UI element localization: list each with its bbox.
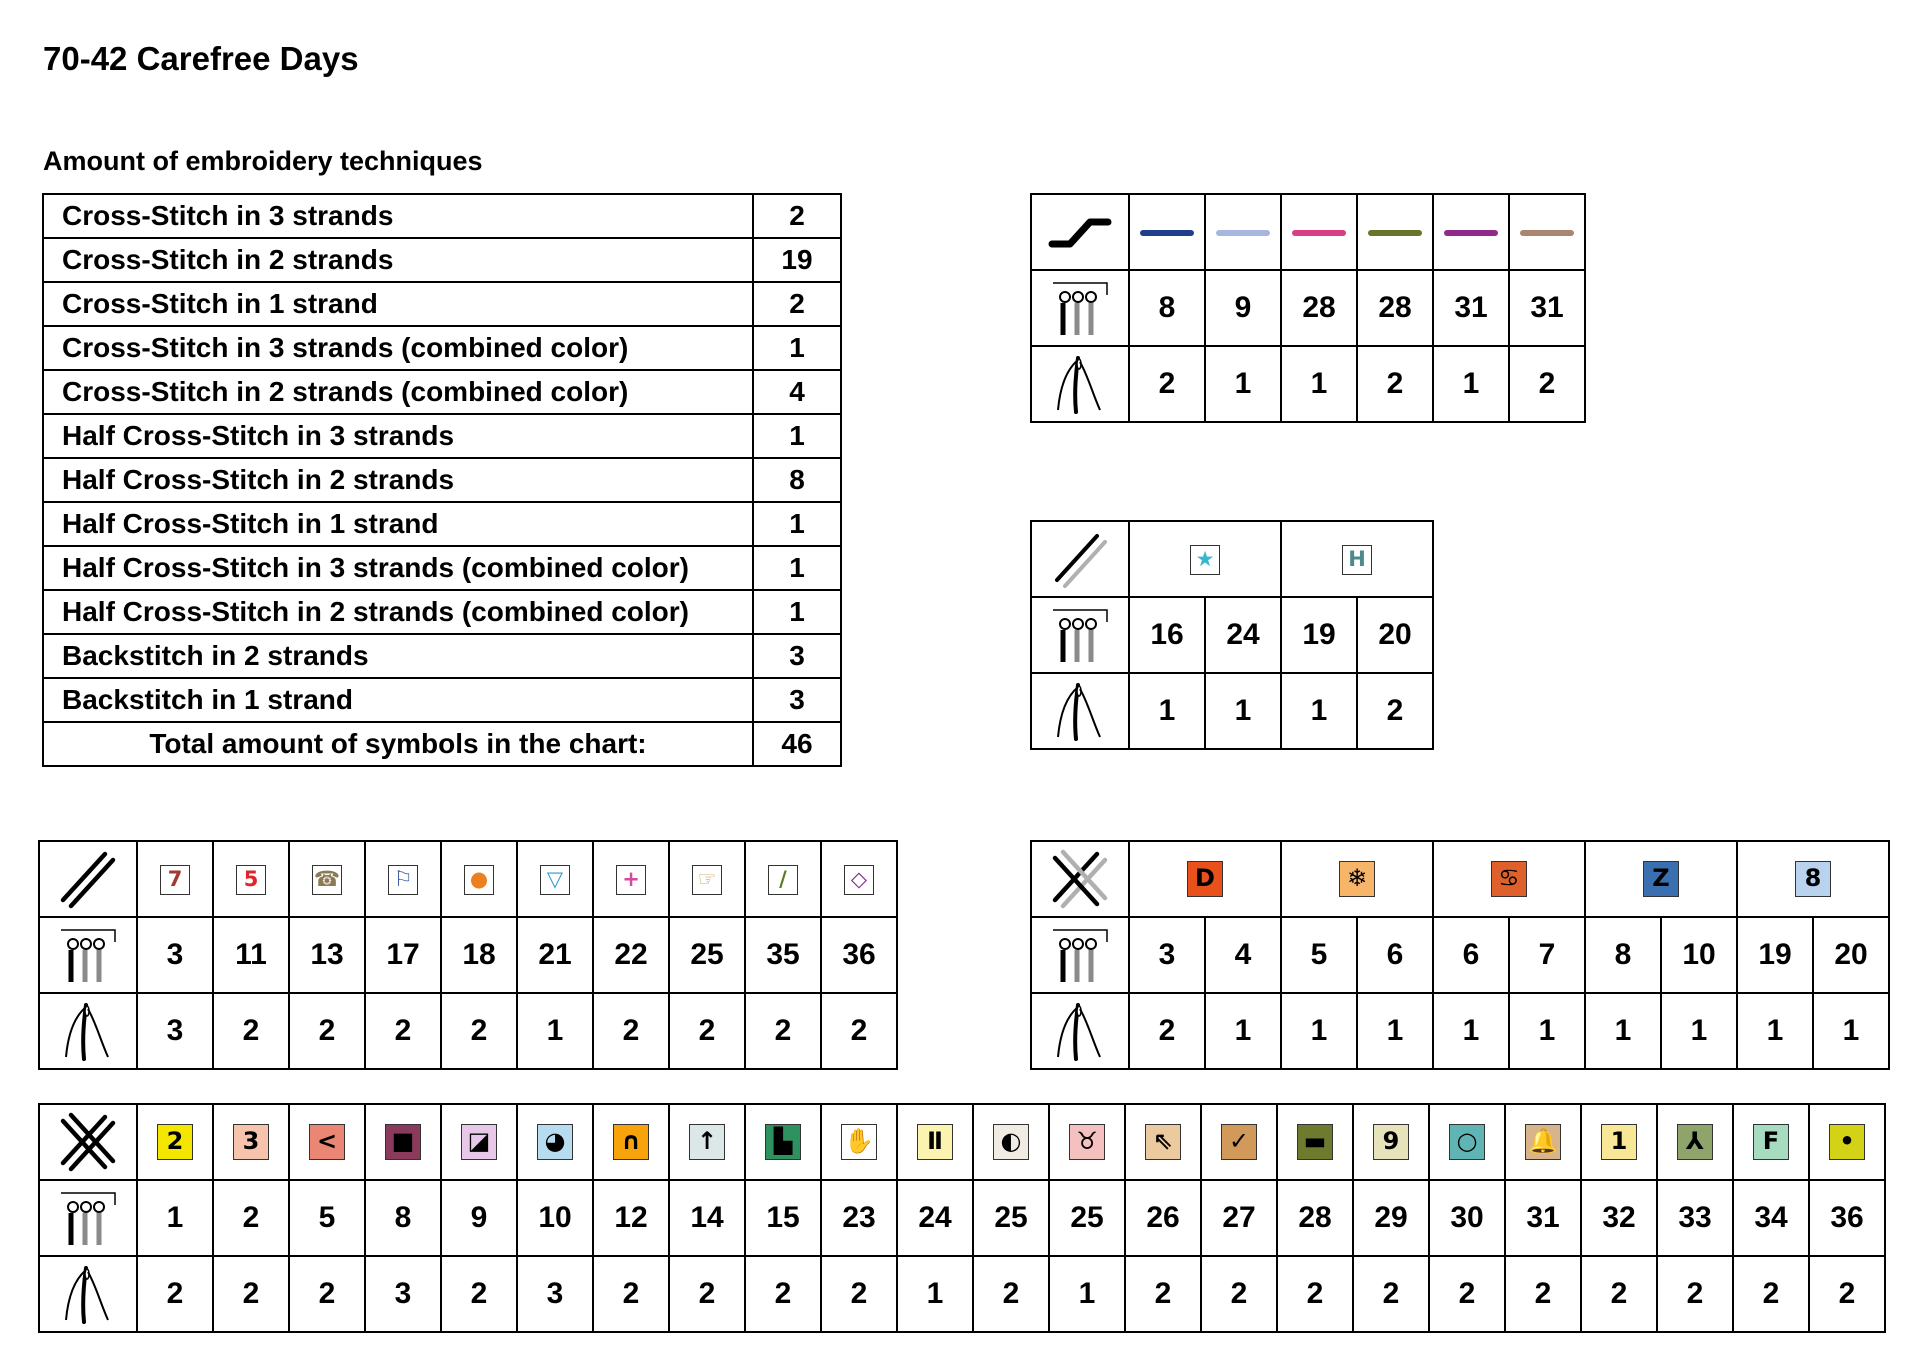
page-title: 70-42 Carefree Days	[43, 40, 359, 77]
thread-color-icon	[1031, 597, 1129, 673]
thread-number: 20	[1357, 597, 1433, 673]
technique-name: Half Cross-Stitch in 2 strands	[43, 458, 753, 502]
strand-count: 2	[1353, 1256, 1429, 1332]
strand-count: 1	[1205, 993, 1281, 1069]
symbol-cell	[289, 841, 365, 917]
thread-number: 29	[1353, 1180, 1429, 1256]
symbol-cell	[441, 1104, 517, 1180]
technique-row	[43, 194, 841, 238]
strand-count: 2	[1129, 346, 1205, 422]
symbol-swatch: 3	[233, 1124, 269, 1160]
strand-count: 2	[1581, 1256, 1657, 1332]
backstitch-icon	[1031, 194, 1129, 270]
symbol-cell	[1733, 1104, 1809, 1180]
strand-count: 1	[1129, 673, 1205, 749]
thread-row	[1031, 917, 1889, 993]
color-line	[1444, 230, 1498, 236]
strand-count: 2	[213, 993, 289, 1069]
technique-row	[43, 634, 841, 678]
technique-row	[43, 546, 841, 590]
symbol-cell	[973, 1104, 1049, 1180]
strands-row	[1031, 673, 1433, 749]
symbol-swatch: F	[1753, 1124, 1789, 1160]
thread-number: 16	[1129, 597, 1205, 673]
total-label: Total amount of symbols in the chart:	[43, 722, 753, 766]
technique-row	[43, 590, 841, 634]
symbol-swatch: 7	[160, 865, 190, 895]
thread-number: 9	[441, 1180, 517, 1256]
thread-color-icon	[1031, 270, 1129, 346]
symbol-swatch: ★	[1190, 545, 1220, 575]
technique-name: Cross-Stitch in 3 strands (combined color)	[43, 326, 753, 370]
strand-count: 2	[821, 993, 897, 1069]
symbol-row	[1031, 194, 1585, 270]
technique-row	[43, 502, 841, 546]
symbol-cell	[1277, 1104, 1353, 1180]
thread-number: 35	[745, 917, 821, 993]
thread-number: 28	[1357, 270, 1433, 346]
symbol-cell	[1129, 521, 1281, 597]
strand-count: 2	[1357, 346, 1433, 422]
total-row	[43, 722, 841, 766]
strand-count: 2	[745, 1256, 821, 1332]
symbol-swatch: ○	[1449, 1124, 1485, 1160]
thread-number: 3	[137, 917, 213, 993]
strand-count: 2	[1125, 1256, 1201, 1332]
strand-count: 2	[1509, 346, 1585, 422]
symbol-swatch: ▙	[765, 1124, 801, 1160]
thread-number: 30	[1429, 1180, 1505, 1256]
thread-number: 8	[1129, 270, 1205, 346]
symbol-swatch: ❄	[1339, 861, 1375, 897]
thread-number: 28	[1281, 270, 1357, 346]
technique-count: 8	[753, 458, 841, 502]
strand-count: 2	[289, 1256, 365, 1332]
technique-name: Cross-Stitch in 1 strand	[43, 282, 753, 326]
symbol-swatch: 5	[236, 865, 266, 895]
symbol-swatch: +	[616, 865, 646, 895]
strand-count: 1	[1281, 346, 1357, 422]
symbol-row	[39, 1104, 1885, 1180]
strand-count: 2	[365, 993, 441, 1069]
symbol-cell	[365, 841, 441, 917]
symbol-swatch: /	[768, 865, 798, 895]
technique-name: Cross-Stitch in 3 strands	[43, 194, 753, 238]
symbol-cell	[517, 841, 593, 917]
thread-number: 31	[1509, 270, 1585, 346]
symbol-cell	[745, 841, 821, 917]
technique-row	[43, 238, 841, 282]
thread-number: 22	[593, 917, 669, 993]
strand-count: 2	[1657, 1256, 1733, 1332]
strand-count: 1	[1433, 346, 1509, 422]
backstitch-color-swatch	[1357, 194, 1433, 270]
needle-icon	[39, 1256, 137, 1332]
strand-count: 2	[1277, 1256, 1353, 1332]
thread-number: 20	[1813, 917, 1889, 993]
thread-row	[1031, 597, 1433, 673]
thread-number: 5	[289, 1180, 365, 1256]
thread-number: 19	[1281, 597, 1357, 673]
strand-count: 2	[1733, 1256, 1809, 1332]
strand-count: 1	[1205, 346, 1281, 422]
thread-number: 10	[517, 1180, 593, 1256]
symbol-swatch: ☞	[692, 865, 722, 895]
symbol-cell	[441, 841, 517, 917]
backstitch-color-swatch	[1509, 194, 1585, 270]
thread-number: 24	[897, 1180, 973, 1256]
strands-row	[39, 1256, 1885, 1332]
strand-count: 1	[1661, 993, 1737, 1069]
thread-number: 24	[1205, 597, 1281, 673]
strands-row	[1031, 346, 1585, 422]
symbol-swatch: <	[309, 1124, 345, 1160]
thread-number: 10	[1661, 917, 1737, 993]
symbol-row	[1031, 521, 1433, 597]
thread-number: 25	[1049, 1180, 1125, 1256]
color-line	[1216, 230, 1270, 236]
strand-count: 2	[669, 1256, 745, 1332]
technique-name: Cross-Stitch in 2 strands (combined color)	[43, 370, 753, 414]
symbol-cell	[821, 1104, 897, 1180]
symbol-swatch: 1	[1601, 1124, 1637, 1160]
strand-count: 2	[441, 993, 517, 1069]
strand-count: 1	[1813, 993, 1889, 1069]
thread-number: 32	[1581, 1180, 1657, 1256]
half-cross-icon	[39, 841, 137, 917]
thread-color-icon	[1031, 917, 1129, 993]
section-subtitle: Amount of embroidery techniques	[43, 146, 483, 176]
technique-name: Backstitch in 2 strands	[43, 634, 753, 678]
backstitch-color-swatch	[1281, 194, 1357, 270]
color-line	[1140, 230, 1194, 236]
thread-number: 25	[669, 917, 745, 993]
thread-number: 13	[289, 917, 365, 993]
strand-count: 2	[973, 1256, 1049, 1332]
symbol-swatch: H	[1342, 545, 1372, 575]
technique-count: 2	[753, 194, 841, 238]
thread-color-icon	[39, 1180, 137, 1256]
strand-count: 3	[137, 993, 213, 1069]
symbol-cell	[1737, 841, 1889, 917]
thread-number: 19	[1737, 917, 1813, 993]
symbol-cell	[213, 841, 289, 917]
strand-count: 1	[1433, 993, 1509, 1069]
symbol-cell	[1809, 1104, 1885, 1180]
symbol-swatch: ♋	[1491, 861, 1527, 897]
cross-combined-table	[1030, 840, 1890, 1070]
symbol-cell	[137, 1104, 213, 1180]
technique-name: Half Cross-Stitch in 1 strand	[43, 502, 753, 546]
thread-row	[39, 1180, 1885, 1256]
thread-number: 12	[593, 1180, 669, 1256]
thread-number: 9	[1205, 270, 1281, 346]
symbol-cell	[1125, 1104, 1201, 1180]
symbol-cell	[1049, 1104, 1125, 1180]
strand-count: 1	[1281, 993, 1357, 1069]
symbol-swatch: ∩	[613, 1124, 649, 1160]
cross-combined-icon	[1031, 841, 1129, 917]
strand-count: 2	[1429, 1256, 1505, 1332]
strand-count: 2	[669, 993, 745, 1069]
technique-count: 3	[753, 678, 841, 722]
symbol-cell	[821, 841, 897, 917]
cross-table	[38, 1103, 1886, 1333]
technique-row	[43, 370, 841, 414]
symbol-swatch: ⚐	[388, 865, 418, 895]
thread-number: 11	[213, 917, 289, 993]
thread-number: 5	[1281, 917, 1357, 993]
strand-count: 1	[1281, 673, 1357, 749]
symbol-cell	[365, 1104, 441, 1180]
symbol-cell	[1429, 1104, 1505, 1180]
strand-count: 2	[213, 1256, 289, 1332]
strand-count: 2	[137, 1256, 213, 1332]
symbol-swatch: ◕	[537, 1124, 573, 1160]
symbol-swatch: ●	[464, 865, 494, 895]
symbol-swatch: 🔔	[1525, 1124, 1561, 1160]
thread-row	[39, 917, 897, 993]
symbol-swatch: D	[1187, 861, 1223, 897]
technique-count: 19	[753, 238, 841, 282]
thread-number: 8	[1585, 917, 1661, 993]
thread-number: 28	[1277, 1180, 1353, 1256]
needle-icon	[1031, 673, 1129, 749]
needle-icon	[1031, 993, 1129, 1069]
strand-count: 1	[1585, 993, 1661, 1069]
symbol-swatch: ◪	[461, 1124, 497, 1160]
technique-row	[43, 678, 841, 722]
symbol-swatch: •	[1829, 1124, 1865, 1160]
symbol-swatch: ✋	[841, 1124, 877, 1160]
thread-row	[1031, 270, 1585, 346]
technique-count: 1	[753, 546, 841, 590]
thread-number: 17	[365, 917, 441, 993]
symbol-cell	[897, 1104, 973, 1180]
thread-number: 8	[365, 1180, 441, 1256]
thread-number: 31	[1505, 1180, 1581, 1256]
thread-number: 27	[1201, 1180, 1277, 1256]
thread-number: 7	[1509, 917, 1585, 993]
backstitch-color-swatch	[1433, 194, 1509, 270]
half-cross-table	[38, 840, 898, 1070]
symbol-swatch: ↑	[689, 1124, 725, 1160]
symbol-cell	[289, 1104, 365, 1180]
strand-count: 1	[1357, 993, 1433, 1069]
strand-count: 2	[593, 993, 669, 1069]
strand-count: 2	[1809, 1256, 1885, 1332]
symbol-cell	[1281, 521, 1433, 597]
technique-count: 4	[753, 370, 841, 414]
thread-number: 23	[821, 1180, 897, 1256]
strand-count: 2	[745, 993, 821, 1069]
symbol-swatch: Ⅱ	[917, 1124, 953, 1160]
symbol-cell	[669, 841, 745, 917]
techniques-table	[42, 193, 842, 767]
color-line	[1292, 230, 1346, 236]
symbol-cell	[1201, 1104, 1277, 1180]
symbol-cell	[1281, 841, 1433, 917]
thread-number: 14	[669, 1180, 745, 1256]
symbol-cell	[745, 1104, 821, 1180]
backstitch-color-swatch	[1205, 194, 1281, 270]
strand-count: 2	[821, 1256, 897, 1332]
symbol-swatch: ♉	[1069, 1124, 1105, 1160]
strand-count: 3	[365, 1256, 441, 1332]
strand-count: 1	[1737, 993, 1813, 1069]
strand-count: 1	[517, 993, 593, 1069]
thread-number: 34	[1733, 1180, 1809, 1256]
thread-number: 4	[1205, 917, 1281, 993]
symbol-swatch: ◇	[844, 865, 874, 895]
symbol-cell	[1581, 1104, 1657, 1180]
thread-number: 3	[1129, 917, 1205, 993]
symbol-cell	[1353, 1104, 1429, 1180]
technique-name: Half Cross-Stitch in 2 strands (combined color)	[43, 590, 753, 634]
needle-icon	[39, 993, 137, 1069]
technique-name: Half Cross-Stitch in 3 strands	[43, 414, 753, 458]
strand-count: 2	[1129, 993, 1205, 1069]
symbol-swatch: ⅄	[1677, 1124, 1713, 1160]
strand-count: 1	[897, 1256, 973, 1332]
symbol-row	[1031, 841, 1889, 917]
symbol-cell	[1129, 841, 1281, 917]
color-line	[1520, 230, 1574, 236]
cross-icon	[39, 1104, 137, 1180]
thread-number: 33	[1657, 1180, 1733, 1256]
symbol-cell	[1433, 841, 1585, 917]
thread-number: 15	[745, 1180, 821, 1256]
technique-row	[43, 326, 841, 370]
thread-number: 36	[821, 917, 897, 993]
symbol-swatch: ■	[385, 1124, 421, 1160]
technique-name: Backstitch in 1 strand	[43, 678, 753, 722]
symbol-cell	[669, 1104, 745, 1180]
symbol-cell	[593, 1104, 669, 1180]
symbol-swatch: Z	[1643, 861, 1679, 897]
thread-color-icon	[39, 917, 137, 993]
strand-count: 2	[289, 993, 365, 1069]
strand-count: 1	[1049, 1256, 1125, 1332]
technique-count: 1	[753, 502, 841, 546]
symbol-swatch: ☎	[312, 865, 342, 895]
technique-count: 1	[753, 414, 841, 458]
technique-count: 1	[753, 590, 841, 634]
symbol-swatch: ▬	[1297, 1124, 1333, 1160]
color-line	[1368, 230, 1422, 236]
thread-number: 6	[1433, 917, 1509, 993]
technique-count: 2	[753, 282, 841, 326]
thread-number: 6	[1357, 917, 1433, 993]
thread-number: 31	[1433, 270, 1509, 346]
symbol-swatch: ▽	[540, 865, 570, 895]
symbol-cell	[213, 1104, 289, 1180]
half-cross-combined-table	[1030, 520, 1434, 750]
symbol-swatch: 9	[1373, 1124, 1409, 1160]
symbol-swatch: ⇖	[1145, 1124, 1181, 1160]
technique-row	[43, 458, 841, 502]
strand-count: 1	[1509, 993, 1585, 1069]
symbol-swatch: ✓	[1221, 1124, 1257, 1160]
strand-count: 1	[1205, 673, 1281, 749]
technique-name: Cross-Stitch in 2 strands	[43, 238, 753, 282]
symbol-cell	[137, 841, 213, 917]
strands-row	[1031, 993, 1889, 1069]
symbol-cell	[593, 841, 669, 917]
symbol-swatch: 2	[157, 1124, 193, 1160]
technique-count: 3	[753, 634, 841, 678]
total-value: 46	[753, 722, 841, 766]
thread-number: 1	[137, 1180, 213, 1256]
half-cross-combined-icon	[1031, 521, 1129, 597]
strand-count: 3	[517, 1256, 593, 1332]
technique-count: 1	[753, 326, 841, 370]
symbol-swatch: 8	[1795, 861, 1831, 897]
strand-count: 2	[1357, 673, 1433, 749]
technique-row	[43, 414, 841, 458]
symbol-cell	[517, 1104, 593, 1180]
thread-number: 36	[1809, 1180, 1885, 1256]
technique-row	[43, 282, 841, 326]
technique-name: Half Cross-Stitch in 3 strands (combined color)	[43, 546, 753, 590]
symbol-row	[39, 841, 897, 917]
symbol-cell	[1657, 1104, 1733, 1180]
thread-number: 26	[1125, 1180, 1201, 1256]
needle-icon	[1031, 346, 1129, 422]
backstitch-table	[1030, 193, 1586, 423]
strand-count: 2	[593, 1256, 669, 1332]
strand-count: 2	[1201, 1256, 1277, 1332]
symbol-cell	[1505, 1104, 1581, 1180]
thread-number: 18	[441, 917, 517, 993]
symbol-cell	[1585, 841, 1737, 917]
backstitch-color-swatch	[1129, 194, 1205, 270]
thread-number: 21	[517, 917, 593, 993]
strands-row	[39, 993, 897, 1069]
thread-number: 2	[213, 1180, 289, 1256]
strand-count: 2	[1505, 1256, 1581, 1332]
strand-count: 2	[441, 1256, 517, 1332]
thread-number: 25	[973, 1180, 1049, 1256]
symbol-swatch: ◐	[993, 1124, 1029, 1160]
